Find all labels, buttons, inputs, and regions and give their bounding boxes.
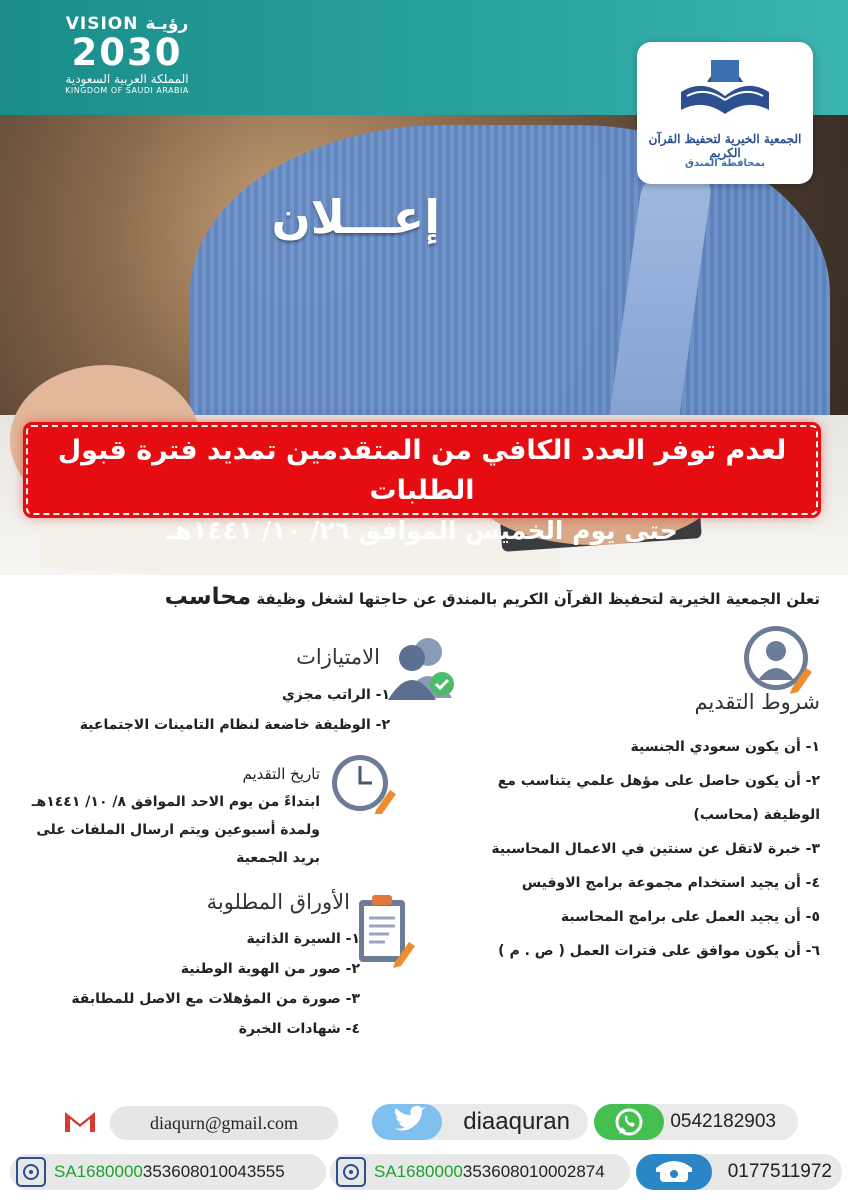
paper-item: ١- السيرة الذاتية: [246, 931, 360, 947]
apply-date-line: ولمدة أسبوعين ويتم ارسال الملفات على: [36, 822, 320, 838]
extension-banner: [26, 425, 818, 545]
banner-line2: حتى يوم الخميس الموافق ٢٦/ ١٠/ ١٤٤١هـ: [166, 516, 678, 545]
apply-date-block: [0, 760, 320, 872]
job-title: محاسب: [164, 584, 252, 610]
advantages-list: [0, 680, 390, 740]
iban-number: 353608010043555: [142, 1162, 285, 1181]
condition-item: الوظيفة (محاسب): [693, 807, 820, 823]
iban-account-1[interactable]: [10, 1154, 326, 1190]
conditions-title: شروط التقديم: [694, 690, 820, 714]
condition-item: ٥- أن يجيد العمل على برامج المحاسبة: [560, 909, 820, 925]
twitter-handle[interactable]: diaaquran: [372, 1104, 588, 1140]
users-check-icon: [384, 632, 460, 702]
condition-item: ٤- أن يجيد استخدام مجموعة برامج الاوفيس: [521, 875, 820, 891]
book-mosque-icon: [677, 52, 773, 124]
phone-number[interactable]: 0177511972: [636, 1154, 842, 1190]
apply-date-title: تاريخ التقديم: [242, 765, 320, 783]
apply-date-line: بريد الجمعية: [236, 850, 320, 866]
bank-icon: [336, 1157, 366, 1187]
whatsapp-icon: [594, 1104, 664, 1140]
gmail-icon: [62, 1106, 98, 1136]
clipboard-pencil-icon: [355, 892, 419, 968]
papers-title: الأوراق المطلوبة: [206, 890, 350, 914]
logo-name: الجمعية الخيرية لتحفيظ القرآن الكريم: [648, 132, 802, 160]
announcement-headline: إعـــلان: [271, 190, 440, 244]
advantage-item: ٢- الوظيفة خاضعة لنظام التامينات الاجتماعية: [79, 717, 390, 733]
telephone-icon: [636, 1154, 712, 1190]
logo-city: بمحافظة المندق: [685, 158, 765, 169]
vision-line2: 2030: [71, 31, 183, 74]
iban-prefix: SA1680000: [54, 1162, 143, 1181]
condition-item: ٦- أن يكون موافق على فترات العمل ( ص . م ): [498, 943, 820, 959]
association-logo-card: [637, 42, 813, 184]
condition-item: ١- أن يكون سعودي الجنسية: [630, 739, 820, 755]
user-pencil-icon: [742, 624, 814, 694]
conditions-list: [400, 730, 820, 968]
intro-paragraph: [60, 582, 820, 614]
paper-item: ٤- شهادات الخبرة: [238, 1021, 360, 1037]
iban-account-2[interactable]: [330, 1154, 630, 1190]
iban-number: 353608010002874: [462, 1162, 605, 1181]
papers-list: [0, 924, 360, 1044]
paper-item: ٢- صور من الهوية الوطنية: [180, 961, 360, 977]
vision-line3: المملكة العربية السعودية: [65, 72, 189, 86]
advantage-item: ١- الراتب مجزي: [281, 687, 390, 703]
vision-line4: KINGDOM OF SAUDI ARABIA: [65, 86, 189, 95]
twitter-icon: [372, 1104, 442, 1140]
apply-date-line: ابتداءً من يوم الاحد الموافق ٨/ ١٠/ ١٤٤١هـ: [31, 794, 320, 810]
paper-item: ٣- صورة من المؤهلات مع الاصل للمطابقة: [71, 991, 360, 1007]
vision-2030-logo: [52, 14, 202, 114]
advantages-title: الامتيازات: [296, 645, 380, 669]
intro-text: تعلن الجمعية الخيرية لتحفيظ القرآن الكريم بالمندق عن حاجتها لشغل وظيفة: [256, 590, 820, 608]
whatsapp-number[interactable]: 0542182903: [594, 1104, 798, 1140]
email-address[interactable]: diaqurn@gmail.com: [110, 1106, 338, 1140]
banner-line1: لعدم توفر العدد الكافي من المتقدمين تمديد فترة قبول الطلبات: [57, 435, 787, 506]
vision-line1: VISION رؤيـة: [65, 14, 189, 34]
condition-item: ٣- خبرة لاتقل عن سنتين في الاعمال المحاسبية: [491, 841, 820, 857]
iban-prefix: SA1680000: [374, 1162, 463, 1181]
clock-pencil-icon: [330, 752, 398, 814]
condition-item: ٢- أن يكون حاصل على مؤهل علمي يتناسب مع: [497, 773, 820, 789]
bank-icon: [16, 1157, 46, 1187]
